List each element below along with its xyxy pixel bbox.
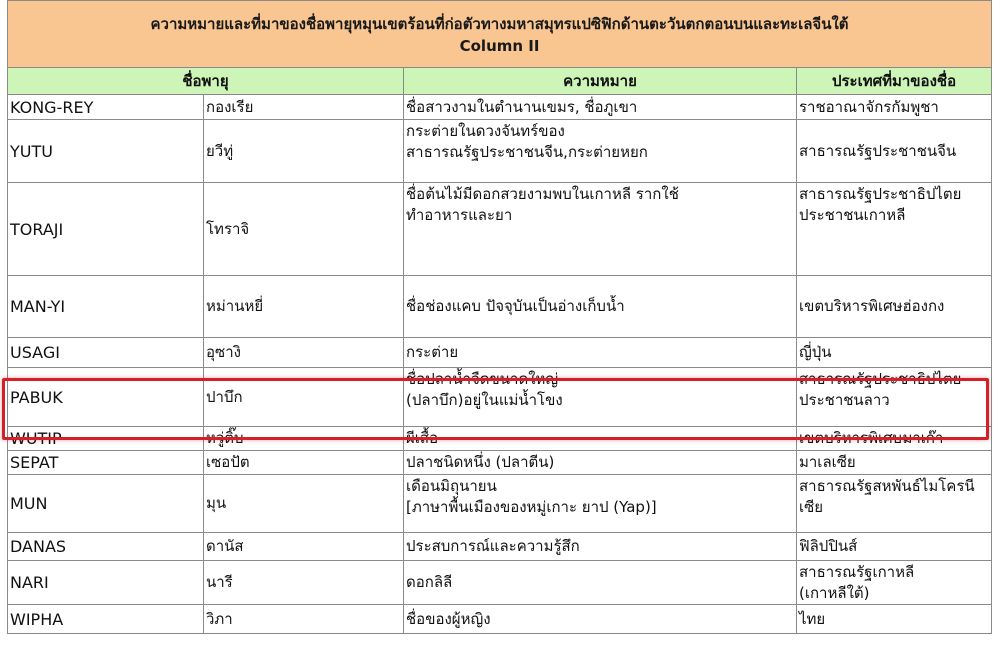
- table-row: [8, 338, 992, 368]
- storm-name-thai: ปาบึก: [204, 368, 404, 427]
- origin-country-cell: [797, 533, 992, 561]
- meaning-cell: [404, 276, 797, 338]
- storm-name-english: KONG-REY: [8, 95, 204, 120]
- storm-name-english: YUTU: [8, 120, 204, 183]
- meaning-cell: [404, 605, 797, 634]
- table-row: [8, 561, 992, 605]
- storm-name-thai: กองเรีย: [204, 95, 404, 120]
- table-row: [8, 605, 992, 634]
- table-subtitle: Column II: [459, 37, 540, 55]
- storm-name-thai: วิภา: [204, 605, 404, 634]
- origin-country-cell-line: สาธารณรัฐประชาธิปไตย: [799, 370, 962, 388]
- origin-country-cell-line: (เกาหลีใต้): [799, 584, 870, 602]
- meaning-cell: [404, 368, 797, 427]
- meaning-cell-line: (ปลาบึก)อยู่ในแม่น้ำโขง: [406, 391, 563, 409]
- origin-country-cell-line: สาธารณรัฐประชาธิปไตย: [799, 185, 962, 203]
- storm-name-thai: เซอปัต: [204, 451, 404, 475]
- table-row: [8, 276, 992, 338]
- meaning-cell-line: ชื่อปลาน้ำจืดขนาดใหญ่: [406, 370, 559, 388]
- storm-name-thai: มุน: [204, 475, 404, 533]
- storm-name-english: USAGI: [8, 338, 204, 368]
- storm-name-thai: หม่านหยี่: [204, 276, 404, 338]
- meaning-cell-line: ชื่อช่องแคบ ปัจจุบันเป็นอ่างเก็บน้ำ: [406, 297, 625, 315]
- meaning-cell-line: ชื่อต้นไม้มีดอกสวยงามพบในเกาหลี รากใช้: [406, 185, 679, 203]
- storm-name-thai: ยวีทู่: [204, 120, 404, 183]
- table-row: [8, 475, 992, 533]
- origin-country-cell-line: เขตบริหารพิเศษมาเก๊า: [799, 429, 944, 447]
- origin-country-cell: [797, 120, 992, 183]
- storm-name-english: WIPHA: [8, 605, 204, 634]
- meaning-cell: [404, 561, 797, 605]
- origin-country-cell: [797, 338, 992, 368]
- origin-country-cell: [797, 183, 992, 276]
- origin-country-cell: [797, 475, 992, 533]
- storm-names-sheet: [7, 0, 991, 634]
- meaning-cell: [404, 475, 797, 533]
- origin-country-cell-line: เซีย: [799, 498, 824, 516]
- meaning-cell: [404, 120, 797, 183]
- meaning-cell-line: [ภาษาพื้นเมืองของหมู่เกาะ ยาป (Yap)]: [406, 498, 657, 516]
- meaning-cell-line: ผีเสื้อ: [406, 429, 439, 447]
- origin-country-cell-line: สาธารณรัฐสหพันธ์ไมโครนี: [799, 477, 975, 495]
- table-row: [8, 533, 992, 561]
- origin-country-cell-line: ประชาชนเกาหลี: [799, 206, 906, 224]
- origin-country-cell: [797, 95, 992, 120]
- meaning-cell-line: กระต่าย: [406, 343, 459, 361]
- meaning-cell: [404, 451, 797, 475]
- meaning-cell-line: ชื่อของผู้หญิง: [406, 609, 491, 628]
- meaning-cell: [404, 533, 797, 561]
- column-header-row: [8, 68, 992, 95]
- header-origin-country: ประเทศที่มาของชื่อ: [797, 68, 992, 95]
- origin-country-cell-line: ประชาชนลาว: [799, 391, 890, 409]
- storm-name-english: MAN-YI: [8, 276, 204, 338]
- storm-name-thai: ดานัส: [204, 533, 404, 561]
- table-row: [8, 95, 992, 120]
- meaning-cell: [404, 183, 797, 276]
- meaning-cell-line: ปลาชนิดหนึ่ง (ปลาตีน): [406, 453, 555, 471]
- header-storm-name: ชื่อพายุ: [8, 68, 404, 95]
- storm-name-english: SEPAT: [8, 451, 204, 475]
- meaning-cell-line: สาธารณรัฐประชาชนจีน,กระต่ายหยก: [406, 143, 648, 161]
- origin-country-cell-line: ฟิลิปปินส์: [799, 537, 858, 555]
- origin-country-cell-line: มาเลเซีย: [799, 453, 856, 471]
- table-row: [8, 120, 992, 183]
- meaning-cell: [404, 338, 797, 368]
- table-row: [8, 427, 992, 451]
- origin-country-cell-line: สาธารณรัฐประชาชนจีน: [799, 141, 957, 160]
- meaning-cell-line: ทำอาหารและยา: [406, 206, 513, 224]
- storm-name-thai: นารี: [204, 561, 404, 605]
- table-row: [8, 368, 992, 427]
- origin-country-cell-line: ไทย: [799, 609, 826, 628]
- origin-country-cell: [797, 561, 992, 605]
- storm-name-english: WUTIP: [8, 427, 204, 451]
- origin-country-cell: [797, 368, 992, 427]
- storm-name-english: MUN: [8, 475, 204, 533]
- storm-name-thai: อุซางิ: [204, 338, 404, 368]
- origin-country-cell-line: ราชอาณาจักรกัมพูชา: [799, 97, 939, 116]
- storm-name-english: TORAJI: [8, 183, 204, 276]
- origin-country-cell: [797, 451, 992, 475]
- storm-name-english: DANAS: [8, 533, 204, 561]
- meaning-cell-line: ชื่อสาวงามในตำนานเขมร, ชื่อภูเขา: [406, 97, 638, 116]
- storm-name-english: PABUK: [8, 368, 204, 427]
- meaning-cell-line: เดือนมิถุนายน: [406, 477, 497, 495]
- header-meaning: ความหมาย: [404, 68, 797, 95]
- meaning-cell-line: ดอกลิลี: [406, 573, 453, 591]
- meaning-cell-line: ประสบการณ์และความรู้สึก: [406, 537, 580, 555]
- origin-country-cell: [797, 427, 992, 451]
- table-title-cell: [8, 1, 992, 68]
- meaning-cell: [404, 95, 797, 120]
- origin-country-cell-line: ญี่ปุ่น: [799, 343, 832, 361]
- origin-country-cell-line: สาธารณรัฐเกาหลี: [799, 563, 915, 581]
- origin-country-cell-line: เขตบริหารพิเศษฮ่องกง: [799, 297, 945, 315]
- storm-name-english: NARI: [8, 561, 204, 605]
- table-row: [8, 183, 992, 276]
- origin-country-cell: [797, 605, 992, 634]
- table-title: ความหมายและที่มาของชื่อพายุหมุนเขตร้อนที่ก่อตัวทางมหาสมุทรแปซิฟิกด้านตะวันตกตอนบนและทะเลจีนใต้: [150, 15, 849, 33]
- meaning-cell-line: กระต่ายในดวงจันทร์ของ: [406, 122, 565, 140]
- meaning-cell: [404, 427, 797, 451]
- storm-name-thai: หวู่ติ๊บ: [204, 427, 404, 451]
- storm-names-table: [7, 0, 992, 634]
- title-row: [8, 1, 992, 68]
- table-row: [8, 451, 992, 475]
- storm-name-thai: โทราจิ: [204, 183, 404, 276]
- origin-country-cell: [797, 276, 992, 338]
